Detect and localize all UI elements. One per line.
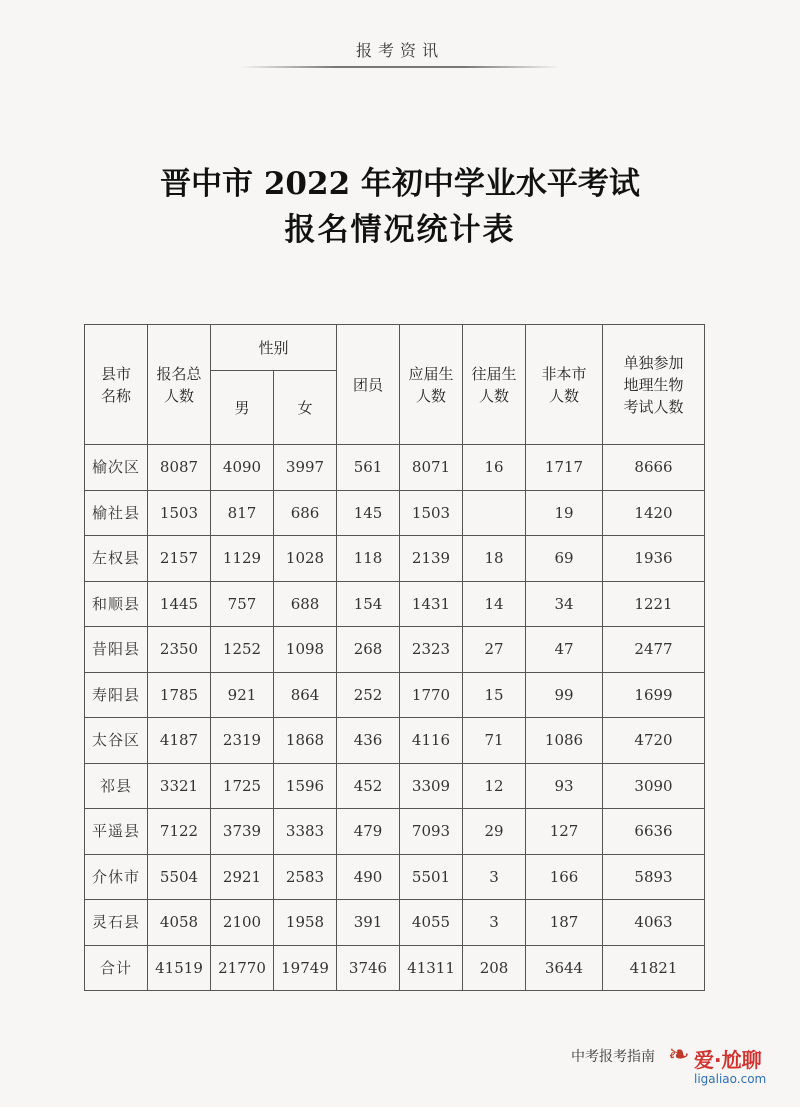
header-geo-bio: 单独参加地理生物考试人数 <box>603 325 705 445</box>
cell-male: 4090 <box>211 445 274 491</box>
cell-previous: 16 <box>463 445 526 491</box>
header-current: 应届生人数 <box>400 325 463 445</box>
table-row <box>85 809 705 855</box>
cell-nonlocal: 127 <box>526 809 603 855</box>
cell-name: 祁县 <box>85 763 148 809</box>
cell-league: 561 <box>337 445 400 491</box>
cell-nonlocal: 69 <box>526 536 603 582</box>
cell-current: 2323 <box>400 627 463 673</box>
header-previous: 往届生人数 <box>463 325 526 445</box>
cell-nonlocal: 3644 <box>526 945 603 991</box>
cell-total: 3321 <box>148 763 211 809</box>
table-row <box>85 445 705 491</box>
header-male: 男 <box>211 371 274 445</box>
header-county: 县市名称 <box>85 325 148 445</box>
cell-current: 3309 <box>400 763 463 809</box>
cell-previous: 12 <box>463 763 526 809</box>
cell-name: 昔阳县 <box>85 627 148 673</box>
header-female: 女 <box>274 371 337 445</box>
cell-total: 4187 <box>148 718 211 764</box>
cell-female: 686 <box>274 490 337 536</box>
cell-nonlocal: 93 <box>526 763 603 809</box>
cell-total: 8087 <box>148 445 211 491</box>
cell-name: 平遥县 <box>85 809 148 855</box>
cell-male: 2921 <box>211 854 274 900</box>
cell-current: 4116 <box>400 718 463 764</box>
cell-name: 合计 <box>85 945 148 991</box>
cell-current: 4055 <box>400 900 463 946</box>
cell-league: 3746 <box>337 945 400 991</box>
cell-geo-bio: 1936 <box>603 536 705 582</box>
cell-female: 19749 <box>274 945 337 991</box>
cell-female: 1868 <box>274 718 337 764</box>
header-gender: 性别 <box>211 325 337 371</box>
table-row <box>85 536 705 582</box>
cell-male: 817 <box>211 490 274 536</box>
cell-total: 2350 <box>148 627 211 673</box>
cell-male: 921 <box>211 672 274 718</box>
cell-female: 2583 <box>274 854 337 900</box>
cell-name: 榆次区 <box>85 445 148 491</box>
cell-previous: 71 <box>463 718 526 764</box>
cell-league: 452 <box>337 763 400 809</box>
cell-previous: 208 <box>463 945 526 991</box>
cell-nonlocal: 19 <box>526 490 603 536</box>
cell-geo-bio: 8666 <box>603 445 705 491</box>
cell-geo-bio: 4720 <box>603 718 705 764</box>
cell-previous: 29 <box>463 809 526 855</box>
cell-nonlocal: 166 <box>526 854 603 900</box>
cell-current: 1503 <box>400 490 463 536</box>
cell-previous: 3 <box>463 900 526 946</box>
cell-name: 寿阳县 <box>85 672 148 718</box>
cell-male: 21770 <box>211 945 274 991</box>
cell-female: 864 <box>274 672 337 718</box>
cell-previous: 18 <box>463 536 526 582</box>
cell-name: 太谷区 <box>85 718 148 764</box>
cell-nonlocal: 1086 <box>526 718 603 764</box>
watermark-logo-icon: ❧ <box>668 1040 690 1070</box>
cell-geo-bio: 41821 <box>603 945 705 991</box>
cell-male: 2319 <box>211 718 274 764</box>
table-row <box>85 490 705 536</box>
cell-current: 7093 <box>400 809 463 855</box>
cell-league: 268 <box>337 627 400 673</box>
cell-current: 1770 <box>400 672 463 718</box>
cell-male: 757 <box>211 581 274 627</box>
cell-geo-bio: 4063 <box>603 900 705 946</box>
cell-total: 5504 <box>148 854 211 900</box>
table-row <box>85 581 705 627</box>
cell-female: 1028 <box>274 536 337 582</box>
cell-current: 1431 <box>400 581 463 627</box>
cell-female: 3383 <box>274 809 337 855</box>
cell-name: 介休市 <box>85 854 148 900</box>
table-row <box>85 763 705 809</box>
cell-previous: 27 <box>463 627 526 673</box>
cell-name: 左权县 <box>85 536 148 582</box>
table-row <box>85 627 705 673</box>
cell-current: 41311 <box>400 945 463 991</box>
cell-league: 154 <box>337 581 400 627</box>
cell-nonlocal: 34 <box>526 581 603 627</box>
cell-previous <box>463 490 526 536</box>
cell-nonlocal: 47 <box>526 627 603 673</box>
cell-male: 1252 <box>211 627 274 673</box>
cell-male: 3739 <box>211 809 274 855</box>
cell-total: 1785 <box>148 672 211 718</box>
page-title-line1: 晋中市 2022 年初中学业水平考试 <box>160 166 640 202</box>
cell-nonlocal: 187 <box>526 900 603 946</box>
watermark-text: 爱·尬聊 <box>694 1048 762 1072</box>
cell-nonlocal: 1717 <box>526 445 603 491</box>
cell-total: 7122 <box>148 809 211 855</box>
cell-total: 2157 <box>148 536 211 582</box>
table-row <box>85 900 705 946</box>
cell-female: 1098 <box>274 627 337 673</box>
cell-current: 2139 <box>400 536 463 582</box>
header-divider <box>240 66 560 68</box>
cell-geo-bio: 1420 <box>603 490 705 536</box>
cell-current: 8071 <box>400 445 463 491</box>
cell-total: 1503 <box>148 490 211 536</box>
cell-nonlocal: 99 <box>526 672 603 718</box>
cell-league: 436 <box>337 718 400 764</box>
cell-male: 1129 <box>211 536 274 582</box>
header-league: 团员 <box>337 325 400 445</box>
cell-geo-bio: 3090 <box>603 763 705 809</box>
cell-total: 4058 <box>148 900 211 946</box>
cell-total: 41519 <box>148 945 211 991</box>
cell-female: 3997 <box>274 445 337 491</box>
cell-name: 灵石县 <box>85 900 148 946</box>
footer-text: 中考报考指南 <box>571 1049 655 1065</box>
cell-geo-bio: 6636 <box>603 809 705 855</box>
cell-total: 1445 <box>148 581 211 627</box>
cell-league: 118 <box>337 536 400 582</box>
cell-geo-bio: 1699 <box>603 672 705 718</box>
cell-geo-bio: 5893 <box>603 854 705 900</box>
page-title-line2: 报名情况统计表 <box>284 212 516 248</box>
cell-league: 391 <box>337 900 400 946</box>
cell-previous: 15 <box>463 672 526 718</box>
cell-male: 2100 <box>211 900 274 946</box>
cell-female: 1596 <box>274 763 337 809</box>
cell-league: 252 <box>337 672 400 718</box>
cell-male: 1725 <box>211 763 274 809</box>
cell-previous: 14 <box>463 581 526 627</box>
table-row <box>85 854 705 900</box>
cell-name: 榆社县 <box>85 490 148 536</box>
header-nonlocal: 非本市人数 <box>526 325 603 445</box>
cell-name: 和顺县 <box>85 581 148 627</box>
watermark-url: ligaliao.com <box>694 1072 767 1086</box>
table-row <box>85 718 705 764</box>
table-row <box>85 945 705 991</box>
cell-female: 1958 <box>274 900 337 946</box>
cell-current: 5501 <box>400 854 463 900</box>
cell-geo-bio: 2477 <box>603 627 705 673</box>
section-label: 报考资讯 <box>355 41 444 60</box>
cell-league: 490 <box>337 854 400 900</box>
cell-league: 145 <box>337 490 400 536</box>
table-row <box>85 672 705 718</box>
table-body <box>85 445 705 991</box>
cell-previous: 3 <box>463 854 526 900</box>
header-total: 报名总人数 <box>148 325 211 445</box>
cell-league: 479 <box>337 809 400 855</box>
registration-stats-table <box>84 324 705 991</box>
cell-geo-bio: 1221 <box>603 581 705 627</box>
cell-female: 688 <box>274 581 337 627</box>
